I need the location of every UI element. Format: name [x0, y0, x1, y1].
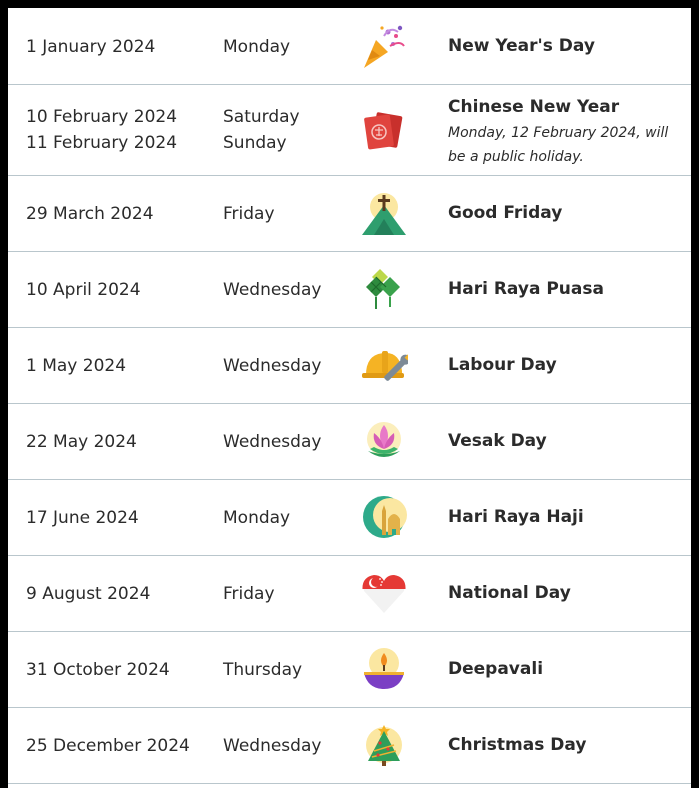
table-row — [8, 708, 691, 784]
holiday-date: 31 October 2024 — [26, 660, 170, 680]
holiday-weekday: Saturday — [223, 107, 300, 127]
table-row — [8, 176, 691, 252]
holiday-date: 1 January 2024 — [26, 37, 156, 57]
holiday-weekday: Sunday — [223, 133, 287, 153]
lotus-icon — [360, 417, 408, 465]
holiday-weekday: Monday — [223, 37, 291, 57]
holiday-name: Deepavali — [448, 659, 544, 679]
holiday-weekday: Wednesday — [223, 736, 322, 756]
holiday-weekday: Wednesday — [223, 432, 322, 452]
holiday-date: 17 June 2024 — [26, 508, 139, 528]
holiday-weekday: Wednesday — [223, 356, 322, 376]
ketupat-icon — [360, 265, 408, 313]
diya-lamp-icon — [360, 645, 408, 693]
holiday-name: Christmas Day — [448, 735, 587, 755]
holiday-name: Good Friday — [448, 203, 563, 223]
crescent-mosque-icon — [360, 493, 408, 541]
holiday-weekday: Friday — [223, 204, 275, 224]
holiday-name: Hari Raya Haji — [448, 507, 584, 527]
holiday-name: National Day — [448, 583, 571, 603]
holiday-date: 1 May 2024 — [26, 356, 127, 376]
table-row — [8, 252, 691, 328]
holiday-weekday: Wednesday — [223, 280, 322, 300]
holiday-table — [8, 8, 691, 788]
holiday-weekday: Monday — [223, 508, 291, 528]
holiday-date: 25 December 2024 — [26, 736, 190, 756]
table-row — [8, 8, 691, 85]
holiday-date: 22 May 2024 — [26, 432, 137, 452]
holiday-name: New Year's Day — [448, 36, 595, 56]
hard-hat-wrench-icon — [360, 341, 408, 389]
holiday-weekday: Friday — [223, 584, 275, 604]
table-row — [8, 85, 691, 176]
holiday-date: 11 February 2024 — [26, 133, 178, 153]
holiday-date: 29 March 2024 — [26, 204, 154, 224]
table-row — [8, 480, 691, 556]
singapore-heart-icon — [360, 569, 408, 617]
party-popper-icon — [360, 22, 408, 70]
holiday-date: 9 August 2024 — [26, 584, 151, 604]
holiday-weekday: Thursday — [223, 660, 303, 680]
holiday-note: Monday, 12 February 2024, will be a public holiday. — [448, 125, 669, 165]
holiday-date: 10 April 2024 — [26, 280, 141, 300]
christmas-tree-icon — [360, 721, 408, 769]
holiday-name: Vesak Day — [448, 431, 547, 451]
cross-hill-icon — [360, 189, 408, 237]
table-row — [8, 556, 691, 632]
table-row — [8, 328, 691, 404]
red-packet-icon — [360, 106, 408, 154]
table-row — [8, 404, 691, 480]
holiday-date: 10 February 2024 — [26, 107, 178, 127]
holiday-name: Chinese New Year — [448, 97, 620, 117]
table-row — [8, 632, 691, 708]
holiday-name: Hari Raya Puasa — [448, 279, 604, 299]
holiday-name: Labour Day — [448, 355, 557, 375]
